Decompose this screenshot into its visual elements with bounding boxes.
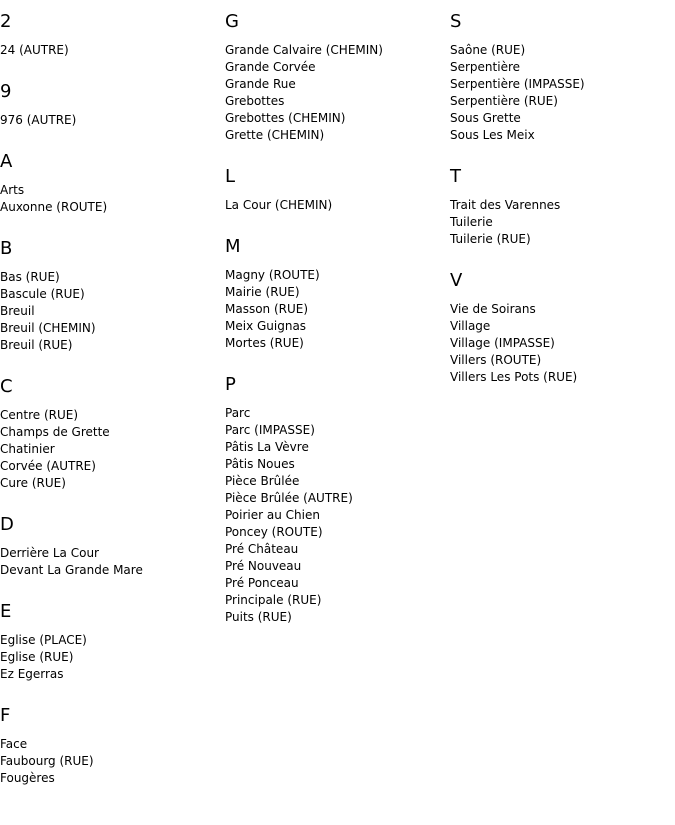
letter-group: [225, 144, 450, 214]
section-letter-heading: L: [225, 166, 236, 187]
section-letter-heading: E: [0, 601, 12, 622]
section-letter-heading: P: [225, 374, 236, 395]
letter-group: [225, 214, 450, 352]
street-list: [0, 632, 225, 683]
street-list: [225, 42, 450, 144]
section-letter-heading: 9: [0, 81, 12, 102]
street-list: [0, 42, 225, 59]
street-name: Centre (RUE): [0, 408, 79, 422]
street-name: Cure (RUE): [0, 476, 66, 490]
street-name: Magny (ROUTE): [225, 268, 320, 282]
letter-group: [225, 0, 450, 144]
street-name: Bascule (RUE): [0, 287, 85, 301]
section-letter-heading: 2: [0, 11, 12, 32]
section-letter-heading: A: [0, 151, 13, 172]
street-name: Breuil (RUE): [0, 338, 73, 352]
section-letter-heading: S: [450, 11, 462, 32]
street-name: Mortes (RUE): [225, 336, 304, 350]
street-name: Pré Nouveau: [225, 559, 302, 573]
street-name: Grande Corvée: [225, 60, 316, 74]
street-name: Villers (ROUTE): [450, 353, 542, 367]
street-name: Eglise (RUE): [0, 650, 74, 664]
street-name: Mairie (RUE): [225, 285, 300, 299]
street-name: Pré Château: [225, 542, 299, 556]
street-list: [0, 736, 225, 787]
street-name: Arts: [0, 183, 25, 197]
street-list: [225, 405, 450, 626]
street-list: [0, 182, 225, 216]
street-name: Grebottes: [225, 94, 285, 108]
street-name: Chatinier: [0, 442, 55, 456]
street-name: Ez Egerras: [0, 667, 64, 681]
street-list: [225, 267, 450, 352]
street-name: 24 (AUTRE): [0, 43, 69, 57]
street-name: Pièce Brûlée (AUTRE): [225, 491, 353, 505]
street-name: Tuilerie (RUE): [450, 232, 531, 246]
street-name: Meix Guignas: [225, 319, 307, 333]
street-name: Saône (RUE): [450, 43, 526, 57]
letter-group: [450, 0, 675, 144]
letter-group: [0, 129, 225, 216]
section-letter-heading: V: [450, 270, 463, 291]
street-list: [450, 301, 675, 386]
letter-group: [0, 492, 225, 579]
street-name: Serpentière (RUE): [450, 94, 558, 108]
street-name: Poncey (ROUTE): [225, 525, 323, 539]
street-list: [0, 407, 225, 492]
street-name: Villers Les Pots (RUE): [450, 370, 578, 384]
street-name: Vie de Soirans: [450, 302, 536, 316]
letter-group: [0, 59, 225, 129]
street-name: Pièce Brûlée: [225, 474, 300, 488]
section-letter-heading: D: [0, 514, 14, 535]
section-letter-heading: C: [0, 376, 13, 397]
section-letter-heading: M: [225, 236, 241, 257]
street-list: [450, 42, 675, 144]
street-name: Grande Rue: [225, 77, 296, 91]
street-name: Eglise (PLACE): [0, 633, 87, 647]
letter-group: [450, 144, 675, 248]
street-name: Principale (RUE): [225, 593, 322, 607]
index-column-2: [225, 0, 450, 825]
street-name: Champs de Grette: [0, 425, 110, 439]
street-name: Serpentière: [450, 60, 521, 74]
letter-group: [0, 216, 225, 354]
street-name: Grande Calvaire (CHEMIN): [225, 43, 383, 57]
street-list: [0, 269, 225, 354]
street-list: [0, 545, 225, 579]
street-name: Village (IMPASSE): [450, 336, 555, 350]
street-name: Breuil (CHEMIN): [0, 321, 96, 335]
street-name: Faubourg (RUE): [0, 754, 94, 768]
street-name: Pâtis Noues: [225, 457, 295, 471]
index-column-1: [0, 0, 225, 825]
street-name: Parc (IMPASSE): [225, 423, 315, 437]
street-name: Pâtis La Vèvre: [225, 440, 309, 454]
street-name: Serpentière (IMPASSE): [450, 77, 585, 91]
letter-group: [0, 579, 225, 683]
street-list: [0, 112, 225, 129]
street-name: Poirier au Chien: [225, 508, 320, 522]
street-name: Tuilerie: [450, 215, 493, 229]
letter-group: [450, 248, 675, 386]
street-list: [225, 197, 450, 214]
letter-group: [225, 352, 450, 626]
section-letter-heading: T: [450, 166, 461, 187]
street-name: Auxonne (ROUTE): [0, 200, 108, 214]
street-name: Corvée (AUTRE): [0, 459, 96, 473]
street-name: Masson (RUE): [225, 302, 309, 316]
street-name: Village: [450, 319, 491, 333]
section-letter-heading: B: [0, 238, 13, 259]
street-name: Parc: [225, 406, 251, 420]
street-name: Devant La Grande Mare: [0, 563, 143, 577]
street-name: Pré Ponceau: [225, 576, 299, 590]
street-name: Breuil: [0, 304, 35, 318]
street-name: 976 (AUTRE): [0, 113, 77, 127]
street-name: Trait des Varennes: [450, 198, 561, 212]
letter-group: [0, 354, 225, 492]
street-name: Sous Grette: [450, 111, 521, 125]
letter-group: [0, 0, 225, 59]
street-name: Puits (RUE): [225, 610, 292, 624]
street-list: [450, 197, 675, 248]
street-name: Grebottes (CHEMIN): [225, 111, 346, 125]
street-name: La Cour (CHEMIN): [225, 198, 333, 212]
street-name: Sous Les Meix: [450, 128, 535, 142]
street-name: Grette (CHEMIN): [225, 128, 325, 142]
letter-group: [0, 683, 225, 787]
index-column-3: [450, 0, 675, 825]
section-letter-heading: F: [0, 705, 11, 726]
street-name: Derrière La Cour: [0, 546, 99, 560]
street-name: Face: [0, 737, 28, 751]
street-name: Fougères: [0, 771, 55, 785]
street-name: Bas (RUE): [0, 270, 60, 284]
section-letter-heading: G: [225, 11, 239, 32]
